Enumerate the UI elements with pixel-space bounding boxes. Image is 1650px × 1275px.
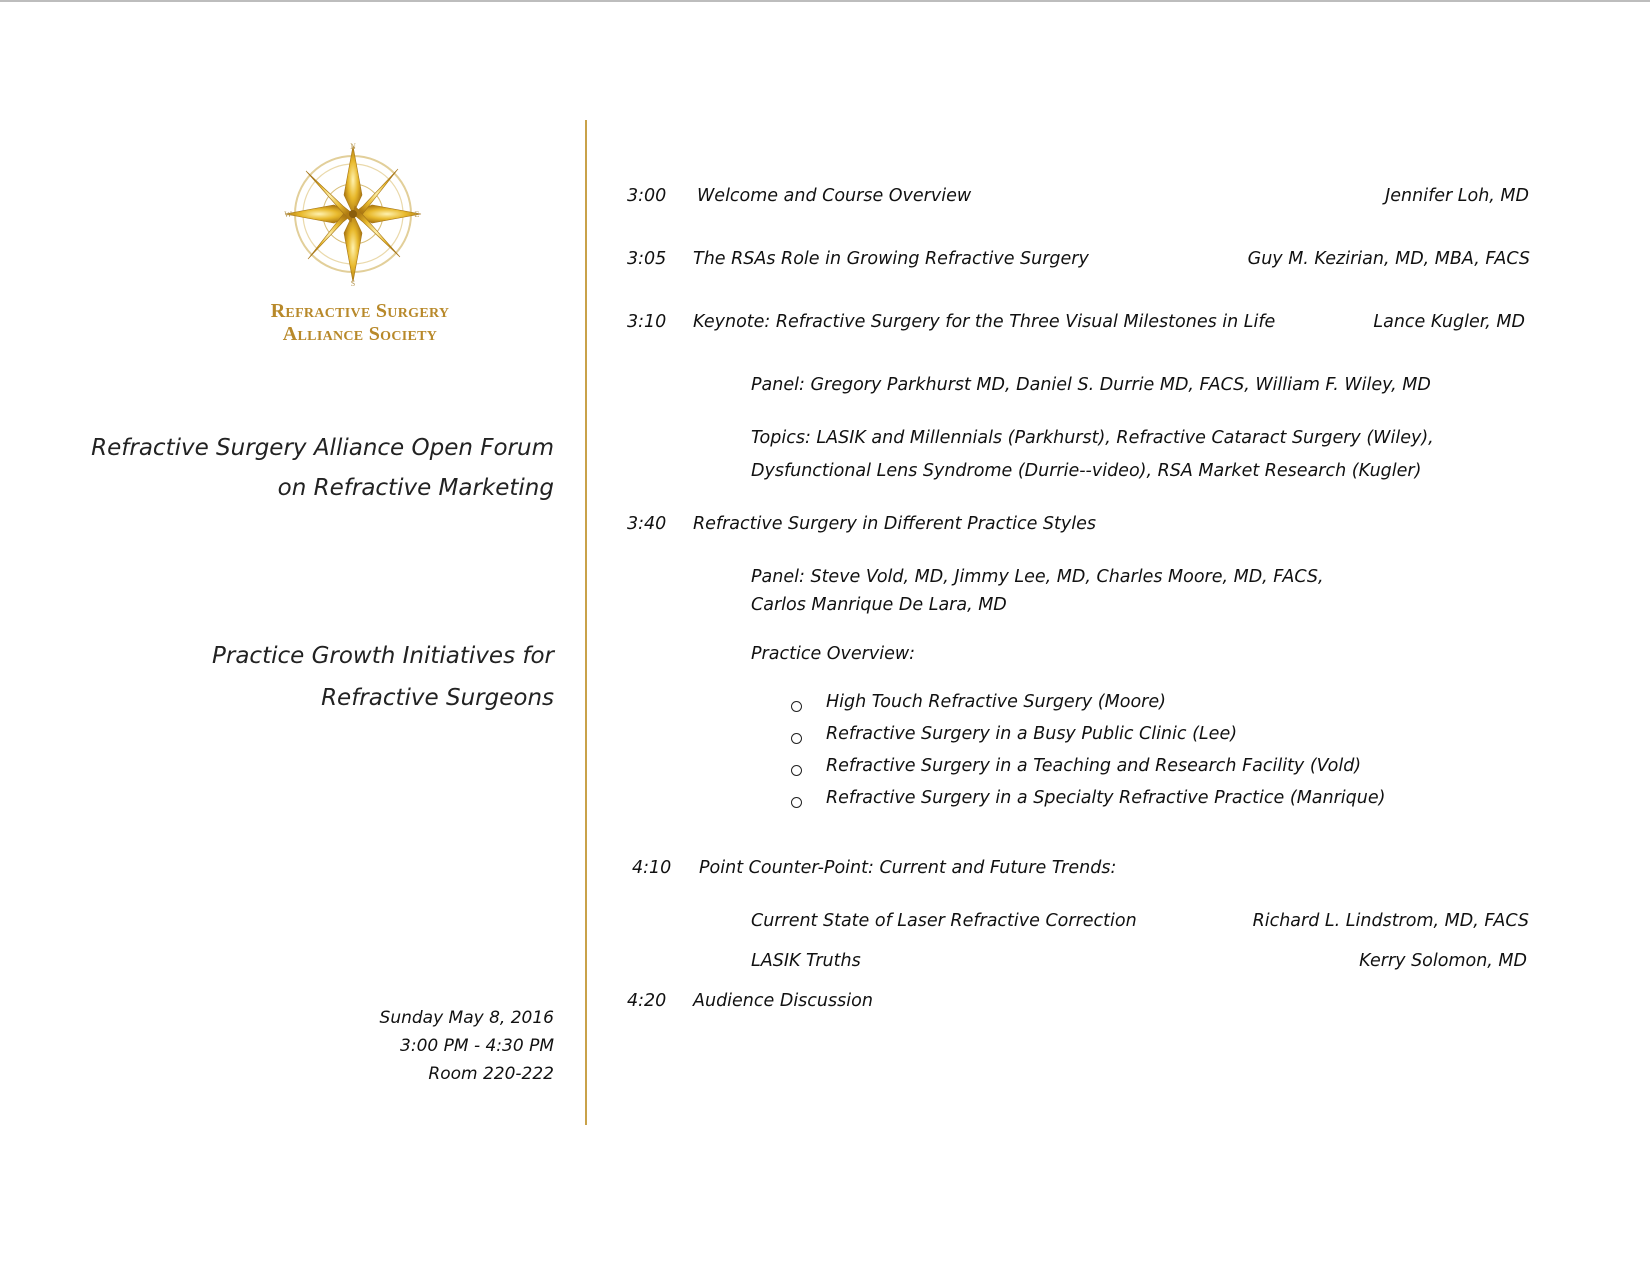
- bullet-circle-icon: [791, 701, 802, 712]
- session-title: Audience Discussion: [693, 991, 873, 1011]
- session-title: Keynote: Refractive Surgery for the Three Visual Milestones in Life: [693, 312, 1276, 332]
- practice-overview-label: Practice Overview:: [751, 644, 916, 664]
- list-item: High Touch Refractive Surgery (Moore): [826, 692, 1166, 712]
- event-room: Room 220-222: [428, 1064, 554, 1084]
- compass-e-label: E: [414, 210, 420, 219]
- list-item: Refractive Surgery in a Specialty Refractive Practice (Manrique): [826, 788, 1386, 808]
- top-border: [0, 0, 1650, 2]
- event-subtitle-line1: Practice Growth Initiatives for: [212, 643, 554, 669]
- sub-session-title: Current State of Laser Refractive Correction: [751, 911, 1137, 931]
- org-name-line2: Alliance Society: [282, 323, 438, 345]
- session-time: 4:20: [627, 991, 667, 1011]
- sub-session-title: LASIK Truths: [751, 951, 861, 971]
- event-title-line1: Refractive Surgery Alliance Open Forum: [91, 435, 554, 461]
- list-item: Refractive Surgery in a Teaching and Research Facility (Vold): [826, 756, 1362, 776]
- bullet-circle-icon: [791, 765, 802, 776]
- sub-session-speaker: Kerry Solomon, MD: [1359, 951, 1527, 971]
- event-title-line2: on Refractive Marketing: [277, 475, 554, 501]
- session-title: Welcome and Course Overview: [697, 186, 972, 206]
- session-time: 3:10: [627, 312, 667, 332]
- event-date: Sunday May 8, 2016: [379, 1008, 554, 1028]
- bullet-circle-icon: [791, 733, 802, 744]
- session-time: 3:05: [627, 249, 667, 269]
- session-title: The RSAs Role in Growing Refractive Surgery: [693, 249, 1089, 269]
- session-speaker: Lance Kugler, MD: [1373, 312, 1525, 332]
- topics-line2: Dysfunctional Lens Syndrome (Durrie--video), RSA Market Research (Kugler): [751, 461, 1422, 481]
- event-time: 3:00 PM - 4:30 PM: [400, 1036, 554, 1056]
- list-item: Refractive Surgery in a Busy Public Clinic (Lee): [826, 724, 1238, 744]
- event-subtitle-line2: Refractive Surgeons: [321, 685, 554, 711]
- panel-list-line1: Panel: Steve Vold, MD, Jimmy Lee, MD, Charles Moore, MD, FACS,: [751, 567, 1324, 587]
- session-time: 3:00: [627, 186, 667, 206]
- compass-rose-logo: [282, 140, 424, 288]
- panel-list-line2: Carlos Manrique De Lara, MD: [751, 595, 1007, 615]
- panel-list: Panel: Gregory Parkhurst MD, Daniel S. Durrie MD, FACS, William F. Wiley, MD: [751, 375, 1431, 395]
- session-title: Point Counter-Point: Current and Future Trends:: [699, 858, 1117, 878]
- sub-session-speaker: Richard L. Lindstrom, MD, FACS: [1252, 911, 1529, 931]
- session-time: 4:10: [632, 858, 672, 878]
- compass-s-label: S: [350, 279, 356, 288]
- compass-n-label: N: [350, 142, 356, 151]
- session-title: Refractive Surgery in Different Practice Styles: [693, 514, 1096, 534]
- divider-line: [585, 120, 587, 1125]
- session-time: 3:40: [627, 514, 667, 534]
- topics-line1: Topics: LASIK and Millennials (Parkhurst), Refractive Cataract Surgery (Wiley),: [751, 428, 1434, 448]
- session-speaker: Guy M. Kezirian, MD, MBA, FACS: [1247, 249, 1530, 269]
- session-speaker: Jennifer Loh, MD: [1385, 186, 1529, 206]
- org-name-line1: Refractive Surgery: [270, 300, 450, 322]
- bullet-circle-icon: [791, 797, 802, 808]
- compass-w-label: W: [284, 210, 292, 219]
